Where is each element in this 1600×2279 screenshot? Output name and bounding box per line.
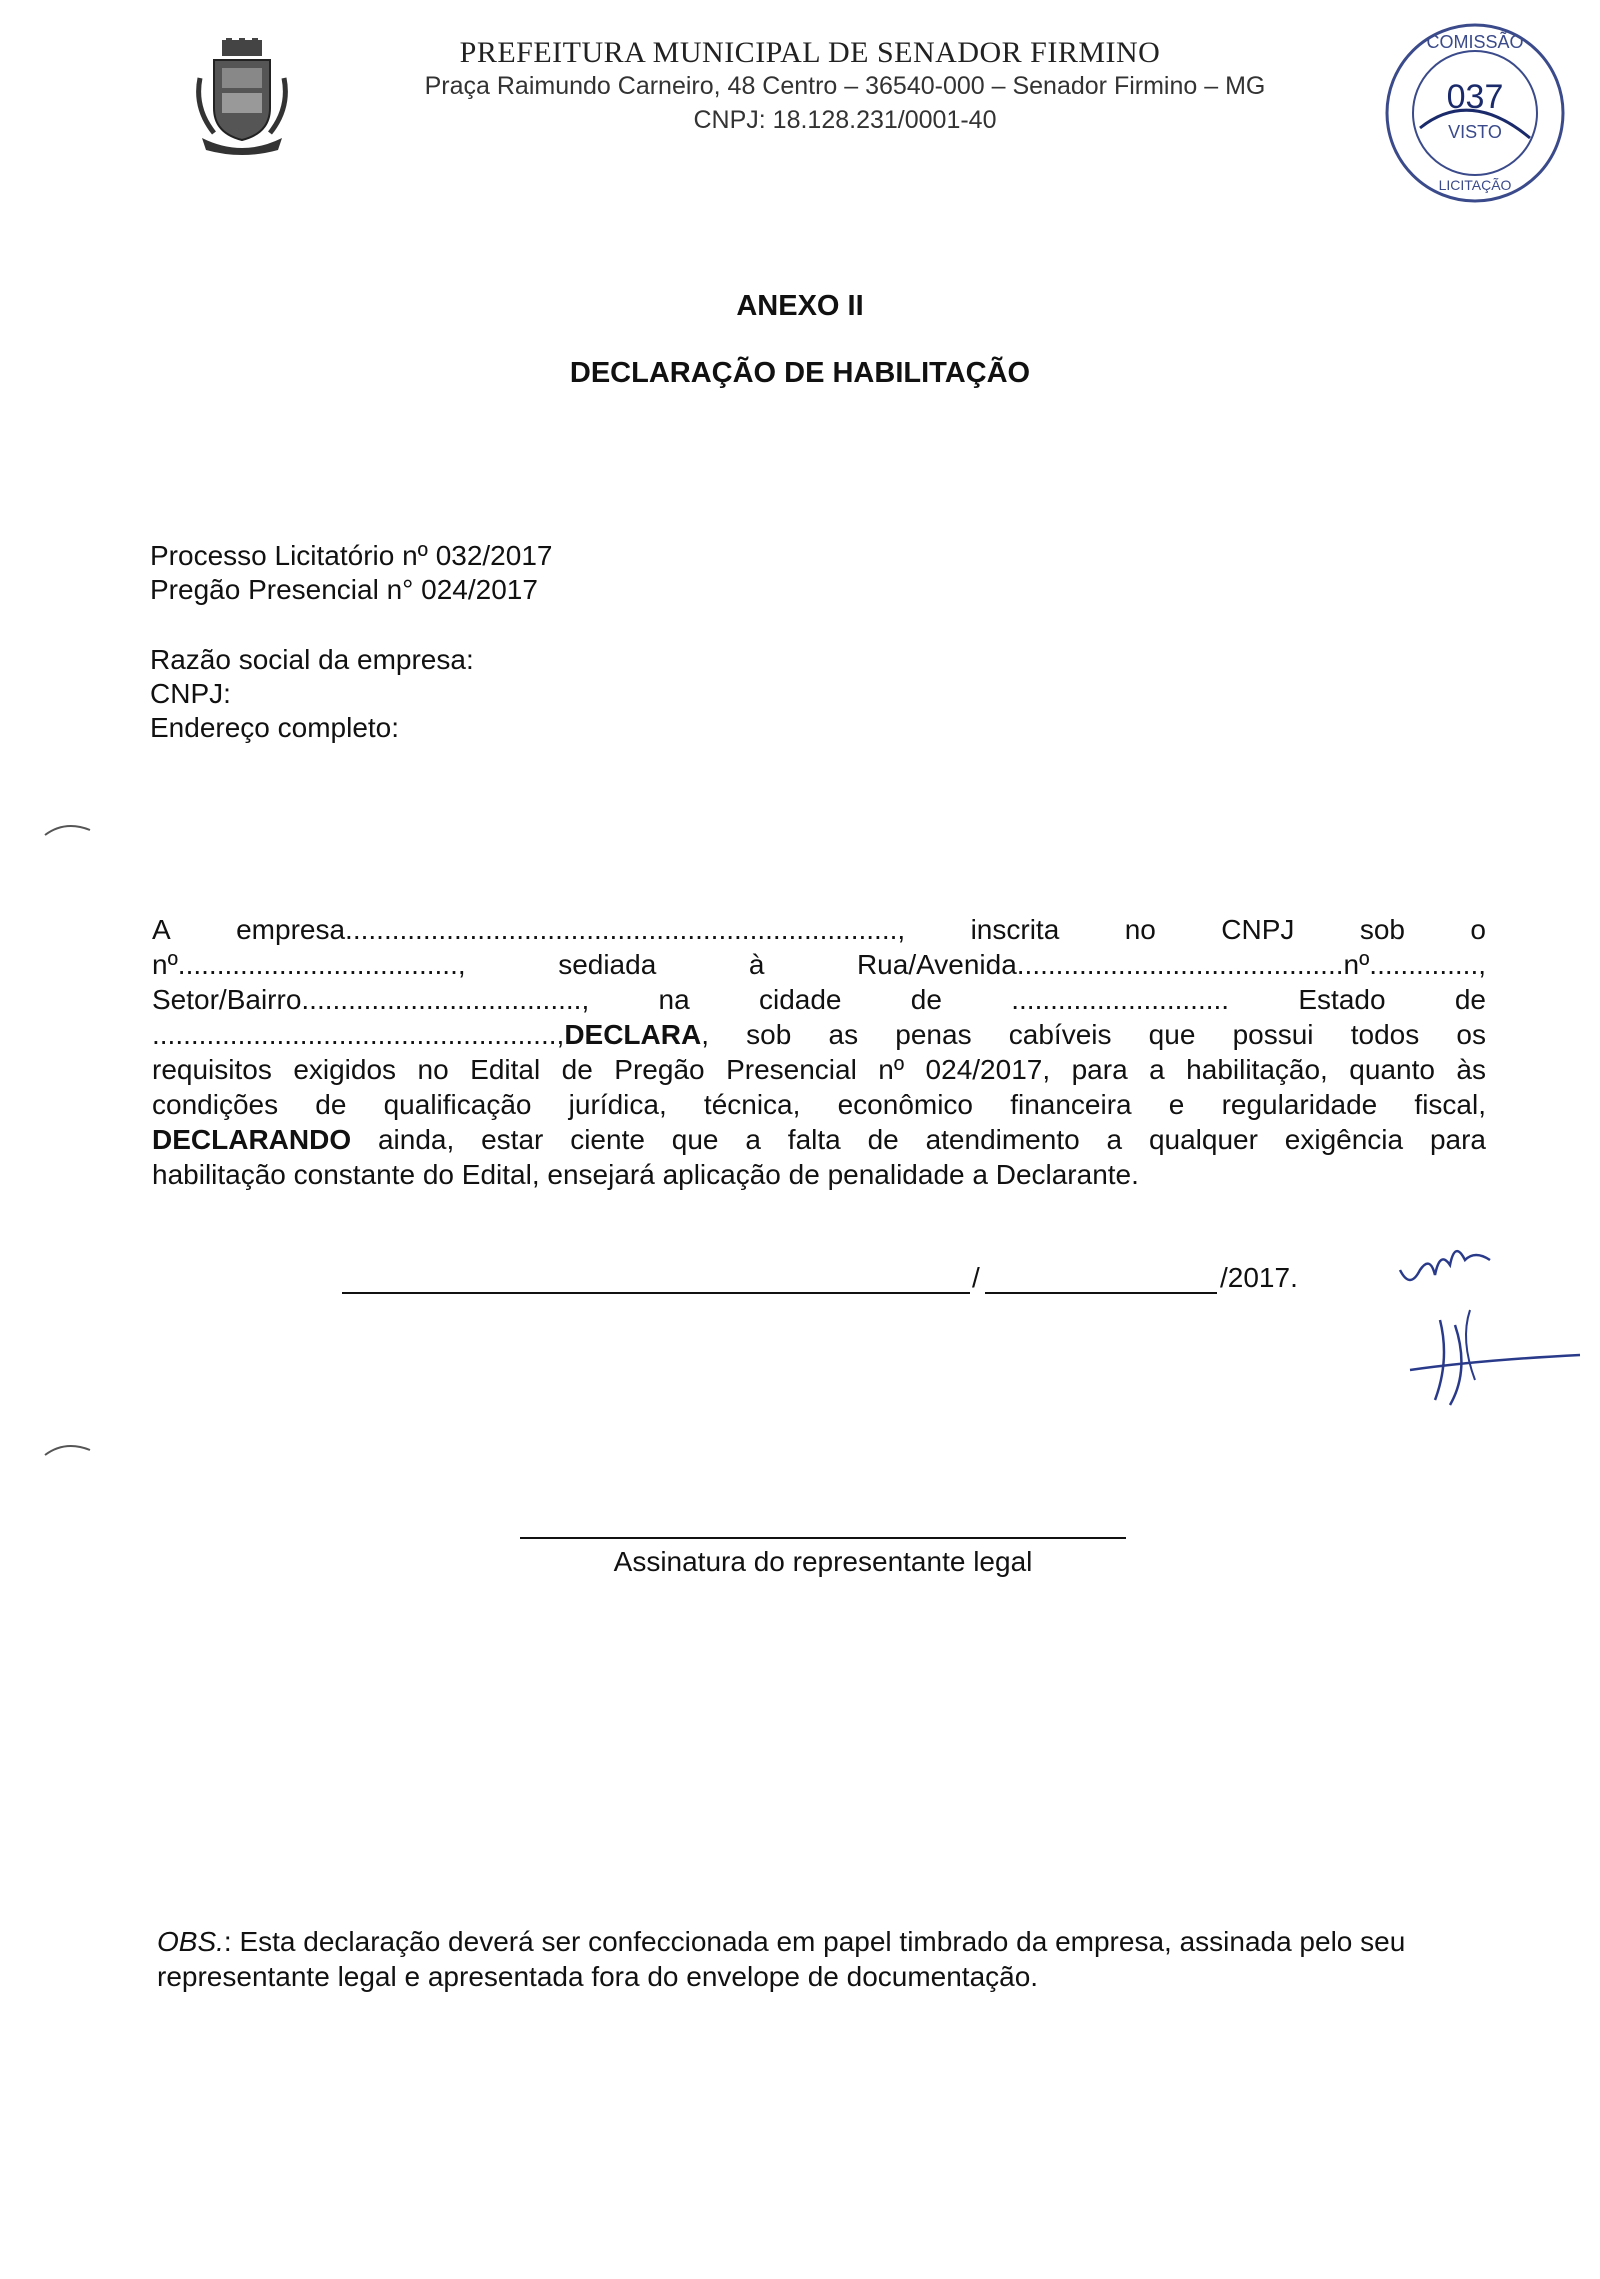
process-number: Processo Licitatório nº 032/2017: [150, 540, 553, 571]
commission-stamp: [1380, 18, 1570, 208]
body-line-6: condições de qualificação jurídica, técnica, econômico financeira e regularidade fiscal,: [152, 1089, 1486, 1120]
municipal-crest-logo: [192, 38, 292, 160]
annex-title: ANEXO II: [736, 290, 864, 322]
stamp-bottom-text: LICITAÇÃO: [1438, 177, 1512, 193]
body-word: de: [1454, 984, 1486, 1015]
body-word: Rua/Avenida..........................................nº..............,: [856, 949, 1486, 980]
body-text: , sob as penas cabíveis que possui todos os: [701, 1019, 1486, 1050]
municipality-address: Praça Raimundo Carneiro, 48 Centro – 36540-000 – Senador Firmino – MG: [424, 72, 1266, 100]
body-bold-declarando: DECLARANDO: [152, 1124, 352, 1155]
body-word: sob: [1359, 914, 1405, 945]
municipality-cnpj: CNPJ: 18.128.231/0001-40: [693, 106, 997, 134]
body-bold-declara: DECLARA: [564, 1019, 702, 1050]
date-place-blank: [342, 1292, 970, 1294]
body-word: de: [910, 984, 942, 1015]
date-separator: /: [972, 1262, 980, 1293]
stamp-page-number: 037: [1446, 78, 1504, 116]
body-word: Setor/Bairro....................................,: [152, 984, 590, 1015]
declaration-body: [152, 912, 1486, 1192]
body-word: empresa.......................................................................,: [236, 914, 906, 945]
body-line-7: [152, 1122, 1486, 1157]
body-word: nº....................................,: [152, 949, 466, 980]
body-word: ............................: [1011, 984, 1230, 1015]
signature-label: Assinatura do representante legal: [613, 1546, 1033, 1577]
body-line-1: [152, 912, 1486, 947]
body-word: sediada: [558, 949, 657, 980]
address-field: Endereço completo:: [150, 712, 400, 743]
company-name-field: Razão social da empresa:: [150, 644, 474, 675]
municipality-title: PREFEITURA MUNICIPAL DE SENADOR FIRMINO: [459, 36, 1161, 69]
pregao-number: Pregão Presencial n° 024/2017: [150, 574, 538, 605]
body-word: no: [1124, 914, 1156, 945]
body-word: cidade: [758, 984, 842, 1015]
scan-mark: [40, 820, 100, 840]
declaration-title: DECLARAÇÃO DE HABILITAÇÃO: [569, 357, 1031, 389]
body-word: à: [748, 949, 765, 980]
body-line-2: [152, 947, 1486, 982]
body-word: CNPJ: [1221, 914, 1295, 945]
observation-note: [157, 1924, 1467, 1994]
body-line-5: requisitos exigidos no Edital de Pregão Presencial nº 024/2017, para a habilitação, quanto às: [152, 1054, 1486, 1085]
stamp-ring-text: COMISSÃO: [1426, 32, 1524, 52]
date-month-blank: [985, 1292, 1217, 1294]
body-word: Estado: [1298, 984, 1386, 1015]
body-dots: ....................................................,: [152, 1019, 565, 1050]
body-line-8: habilitação constante do Edital, ensejará aplicação de penalidade a Declarante.: [152, 1159, 1139, 1190]
scan-mark: [40, 1440, 100, 1460]
body-word: A: [152, 914, 171, 945]
body-word: na: [658, 984, 690, 1015]
cnpj-field: CNPJ:: [150, 678, 231, 709]
body-line-3: [152, 982, 1486, 1017]
body-line-4: [152, 1017, 1486, 1052]
stamp-visto: VISTO: [1448, 122, 1502, 142]
handwritten-rubric: [1380, 1230, 1600, 1430]
body-text: ainda, estar ciente que a falta de atendimento a qualquer exigência para: [351, 1124, 1486, 1155]
signature-line: [520, 1537, 1126, 1539]
body-word: inscrita: [970, 914, 1060, 945]
obs-text: : Esta declaração deverá ser confeccionada em papel timbrado da empresa, assinada pelo seu representante legal e apresentada fora do envelope de documentação.: [157, 1926, 1406, 1992]
body-word: o: [1470, 914, 1486, 945]
obs-label: OBS.: [157, 1926, 224, 1957]
date-year: /2017.: [1220, 1262, 1298, 1293]
